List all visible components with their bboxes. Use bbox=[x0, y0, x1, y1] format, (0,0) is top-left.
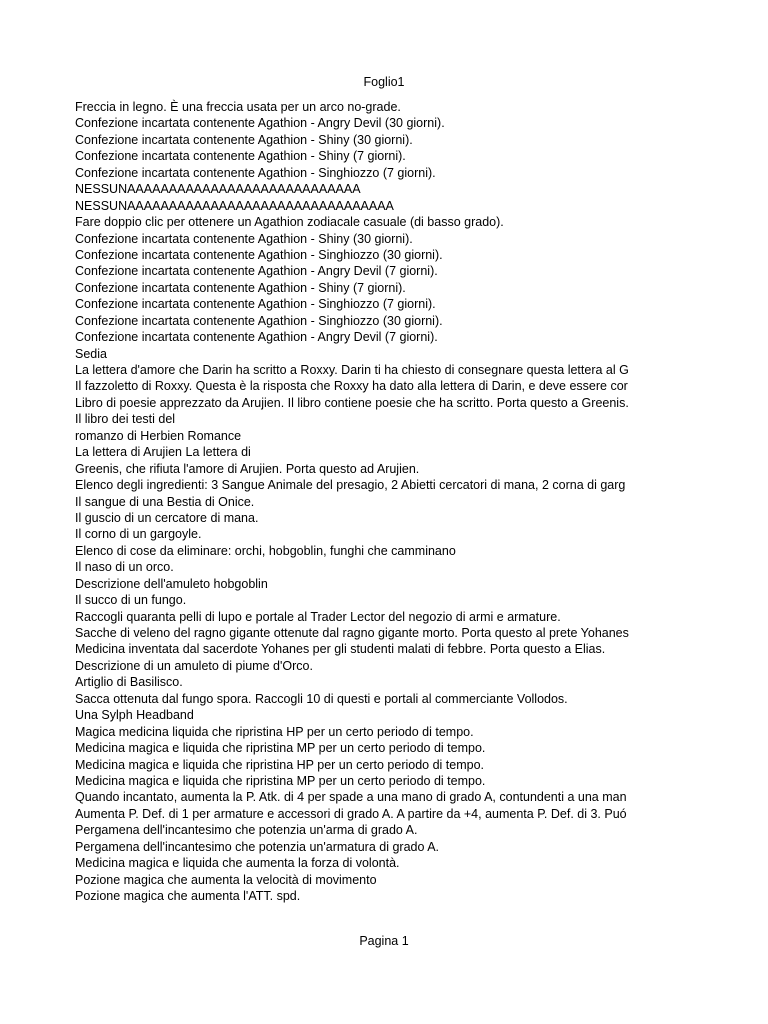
sheet-row: Magica medicina liquida che ripristina HP per un certo periodo di tempo. bbox=[75, 724, 474, 739]
sheet-row: Medicina magica e liquida che ripristina HP per un certo periodo di tempo. bbox=[75, 757, 485, 772]
sheet-row: Descrizione dell'amuleto hobgoblin bbox=[75, 576, 268, 591]
sheet-row: La lettera d'amore che Darin ha scritto a Roxxy. Darin ti ha chiesto di consegnare questa lettera al G bbox=[75, 363, 629, 377]
sheet-row: Confezione incartata contenente Agathion - Singhiozzo (30 giorni). bbox=[75, 313, 443, 328]
sheet-row: Sacche di veleno del ragno gigante ottenute dal ragno gigante morto. Porta questo al prete Yohanes bbox=[75, 626, 629, 640]
sheet-row: Il libro dei testi del bbox=[75, 412, 176, 427]
sheet-row: Confezione incartata contenente Agathion - Angry Devil (30 giorni). bbox=[75, 116, 445, 131]
sheet-row: Aumenta P. Def. di 1 per armature e accessori di grado A. A partire da +4, aumenta P. Def. di 3. Puó bbox=[75, 806, 627, 821]
sheet-row: Il sangue di una Bestia di Onice. bbox=[75, 494, 255, 509]
sheet-row: Sedia bbox=[75, 346, 107, 361]
sheet-row: Confezione incartata contenente Agathion - Angry Devil (7 giorni). bbox=[75, 330, 438, 345]
page-number: Pagina 1 bbox=[359, 934, 409, 948]
sheet-row: Pergamena dell'incantesimo che potenzia un'armatura di grado A. bbox=[75, 839, 440, 854]
sheet-row: Medicina magica e liquida che ripristina MP per un certo periodo di tempo. bbox=[75, 741, 486, 756]
sheet-row: Confezione incartata contenente Agathion - Singhiozzo (30 giorni). bbox=[75, 247, 443, 262]
sheet-row: Confezione incartata contenente Agathion - Shiny (30 giorni). bbox=[75, 132, 413, 147]
sheet-row: Descrizione di un amuleto di piume d'Orco. bbox=[75, 658, 313, 673]
sheet-row: romanzo di Herbien Romance bbox=[75, 428, 242, 443]
sheet-title: Foglio1 bbox=[363, 75, 405, 89]
sheet-row: Il fazzoletto di Roxxy. Questa è la risposta che Roxxy ha dato alla lettera di Darin, e deve essere cor bbox=[75, 379, 628, 394]
sheet-row: Una Sylph Headband bbox=[75, 708, 194, 723]
sheet-row: Il guscio di un cercatore di mana. bbox=[75, 510, 259, 525]
sheet-row: Medicina magica e liquida che aumenta la forza di volontà. bbox=[75, 856, 400, 871]
sheet-row: Pergamena dell'incantesimo che potenzia un'arma di grado A. bbox=[75, 823, 418, 838]
sheet-row: Confezione incartata contenente Agathion - Angry Devil (7 giorni). bbox=[75, 264, 438, 279]
sheet-row: Confezione incartata contenente Agathion - Shiny (7 giorni). bbox=[75, 149, 406, 164]
sheet-row: Confezione incartata contenente Agathion - Shiny (7 giorni). bbox=[75, 280, 406, 295]
sheet-row: Confezione incartata contenente Agathion - Singhiozzo (7 giorni). bbox=[75, 165, 436, 180]
sheet-row: Pozione magica che aumenta l'ATT. spd. bbox=[75, 889, 301, 903]
sheet-row: Confezione incartata contenente Agathion - Singhiozzo (7 giorni). bbox=[75, 297, 436, 312]
sheet-row: Raccogli quaranta pelli di lupo e portale al Trader Lector del negozio di armi e armature. bbox=[75, 609, 561, 624]
sheet-row: Greenis, che rifiuta l'amore di Arujien. Porta questo ad Arujien. bbox=[75, 461, 420, 476]
sheet-row: Confezione incartata contenente Agathion - Shiny (30 giorni). bbox=[75, 231, 413, 246]
sheet-row: Freccia in legno. È una freccia usata per un arco no-grade. bbox=[75, 100, 401, 114]
sheet-row: Medicina magica e liquida che ripristina MP per un certo periodo di tempo. bbox=[75, 773, 486, 788]
sheet-row: Il corno di un gargoyle. bbox=[75, 527, 202, 542]
sheet-row: Artiglio di Basilisco. bbox=[75, 675, 183, 690]
sheet-row: Elenco degli ingredienti: 3 Sangue Animale del presagio, 2 Abietti cercatori di mana, 2 corna di garg bbox=[75, 478, 626, 493]
sheet-row: Il naso di un orco. bbox=[75, 560, 174, 575]
sheet-row: NESSUNAAAAAAAAAAAAAAAAAAAAAAAAAAAA bbox=[75, 182, 361, 197]
sheet-row: Il succo di un fungo. bbox=[75, 593, 187, 608]
sheet-row: NESSUNAAAAAAAAAAAAAAAAAAAAAAAAAAAAAAAA bbox=[75, 198, 394, 213]
sheet-row: Medicina inventata dal sacerdote Yohanes per gli studenti malati di febbre. Porta questo a Elias. bbox=[75, 642, 606, 657]
sheet-row: Libro di poesie apprezzato da Arujien. Il libro contiene poesie che ha scritto. Porta questo a Greenis. bbox=[75, 395, 629, 410]
sheet-row: Pozione magica che aumenta la velocità di movimento bbox=[75, 872, 377, 887]
sheet-row: Elenco di cose da eliminare: orchi, hobgoblin, funghi che camminano bbox=[75, 543, 456, 558]
sheet-row: Fare doppio clic per ottenere un Agathion zodiacale casuale (di basso grado). bbox=[75, 215, 504, 230]
sheet-row: Quando incantato, aumenta la P. Atk. di 4 per spade a una mano di grado A, contundenti a una man bbox=[75, 790, 627, 805]
sheet-content bbox=[75, 99, 634, 904]
sheet-row: Sacca ottenuta dal fungo spora. Raccogli 10 di questi e portali al commerciante Vollodos. bbox=[75, 691, 568, 706]
sheet-row: La lettera di Arujien La lettera di bbox=[75, 445, 251, 460]
